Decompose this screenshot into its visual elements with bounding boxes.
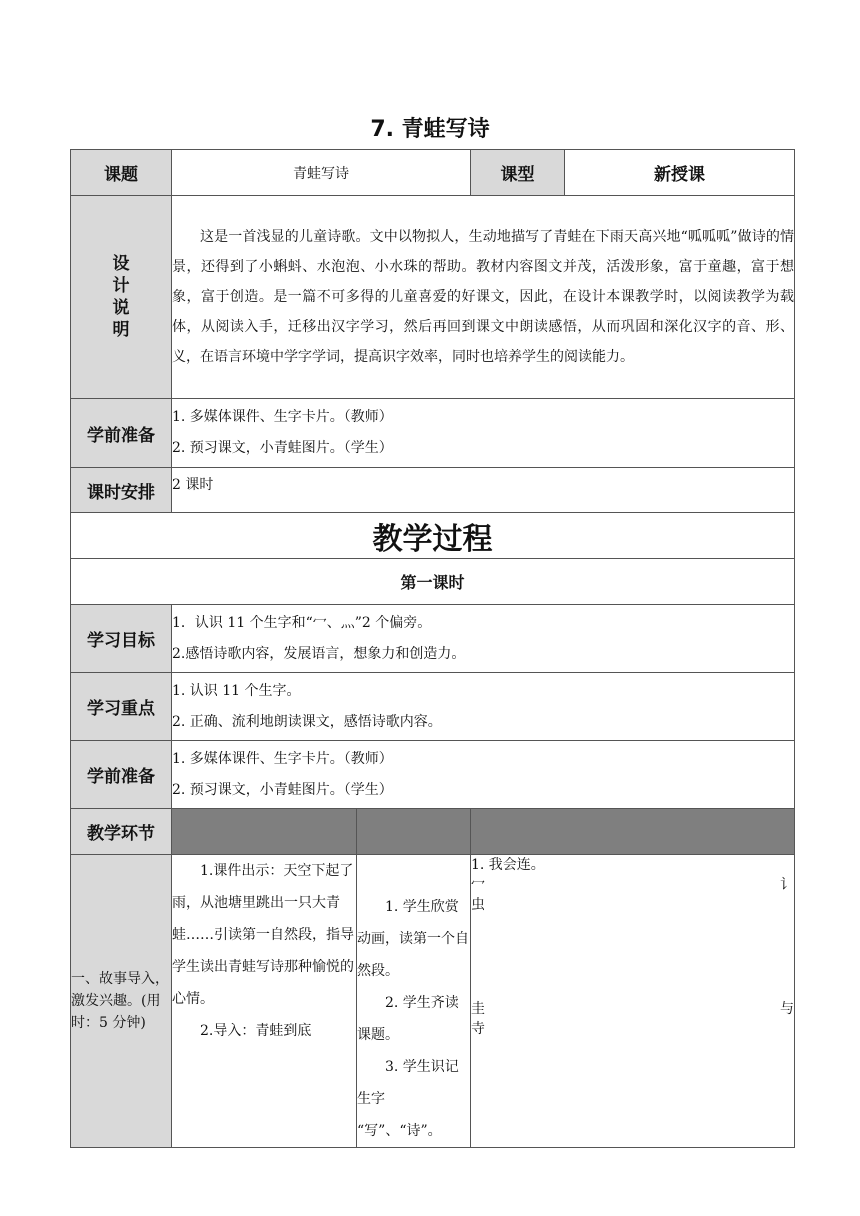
- prep1-line: 2. 预习课文，小青蛙图片。（学生）: [172, 440, 393, 456]
- steps-label: 教学环节: [71, 809, 172, 855]
- focus-content: [172, 673, 795, 741]
- document-title: 7. 青蛙写诗: [370, 117, 490, 142]
- schedule-label: 课时安排: [71, 468, 172, 513]
- stage1-student-quote: “写”、“诗”。: [357, 1123, 442, 1139]
- goals-content: [172, 605, 795, 673]
- prep2-label: 学前准备: [71, 741, 172, 809]
- exercise-right-bottom: 与: [780, 1001, 794, 1017]
- exercise-row-top: [471, 875, 794, 895]
- prep2-content: [172, 741, 795, 809]
- design-text: 这是一首浅显的儿童诗歌。文中以物拟人，生动地描写了青蛙在下雨天高兴地“呱呱呱”做诗的情景，还得到了小蝌蚪、水泡泡、小水珠的帮助。教材内容图文并茂，活泼形象，富于童趣，富于想象，富于创造。是一篇不可多得的儿童喜爱的好课文，因此，在设计本课教学时，以阅读教学为载体，从阅读入手，迁移出汉字学习，然后再回到课文中朗读感悟，从而巩固和深化汉字的音、形、义，在语言环境中学字学词，提高识字效率，同时也培养学生的阅读能力。: [172, 196, 795, 399]
- focus-line: 2. 正确、流利地朗读课文，感悟诗歌内容。: [172, 713, 442, 730]
- exercise-left-bottom: 圭: [471, 1001, 485, 1017]
- steps-header-student: [357, 809, 471, 855]
- goals-label: 学习目标: [71, 605, 172, 673]
- topic-value: 青蛙写诗: [172, 150, 471, 196]
- stage1-student-para: 2. 学生齐读课题。: [357, 995, 459, 1043]
- prep2-line: 2. 预习课文，小青蛙图片。（学生）: [172, 781, 393, 798]
- session-heading: 第一课时: [71, 559, 795, 605]
- stage1-teacher: [172, 855, 357, 1148]
- stage1-name: 一、故事导入，激发兴趣。(用时：5 分钟): [71, 855, 172, 1148]
- exercise-title: 1. 我会连。: [471, 857, 545, 873]
- stage1-teacher-para: 1.课件出示：天空下起了雨，从池塘里跳出一只大青蛙……引读第一自然段，指导学生读出青蛙写诗那种愉悦的心情。: [172, 863, 354, 1007]
- stage1-teacher-para: 2.导入：青蛙到底: [200, 1023, 312, 1039]
- stage1-student-para: 1. 学生欣赏动画，读第一个自然段。: [357, 899, 469, 979]
- prep2-line: 1. 多媒体课件、生字卡片。（教师）: [172, 750, 393, 767]
- lesson-plan-table: [70, 149, 795, 1148]
- stage1-student: [357, 855, 471, 1148]
- goals-line: 2.感悟诗歌内容，发展语言，想象力和创造力。: [172, 645, 466, 662]
- schedule-value: 2 课时: [172, 468, 795, 513]
- stage1-exercise: [471, 855, 795, 1148]
- exercise-row-bottom: [471, 999, 794, 1019]
- process-heading: 教学过程: [71, 513, 795, 559]
- exercise-left-top2: 虫: [471, 897, 485, 913]
- focus-line: 1. 认识 11 个生字。: [172, 682, 301, 699]
- exercise-left-bottom2: 寺: [471, 1021, 485, 1037]
- design-label: [71, 196, 172, 399]
- steps-header-exercise: [471, 809, 795, 855]
- prep1-line: 1. 多媒体课件、生字卡片。（教师）: [172, 409, 393, 425]
- prep1-label: 学前准备: [71, 399, 172, 468]
- focus-label: 学习重点: [71, 673, 172, 741]
- goals-line: 1．认识 11 个生字和“冖、灬”2 个偏旁。: [172, 614, 432, 631]
- exercise-left-top: 冖: [471, 877, 485, 893]
- topic-label: 课题: [71, 150, 172, 196]
- stage1-student-para: 3. 学生识记生字: [357, 1059, 459, 1107]
- type-label: 课型: [471, 150, 565, 196]
- steps-header-teacher: [172, 809, 357, 855]
- prep1-content: [172, 399, 795, 468]
- type-value: 新授课: [565, 150, 795, 196]
- exercise-right-top: 讠: [780, 877, 794, 893]
- design-label-text: 设计说明: [112, 254, 130, 340]
